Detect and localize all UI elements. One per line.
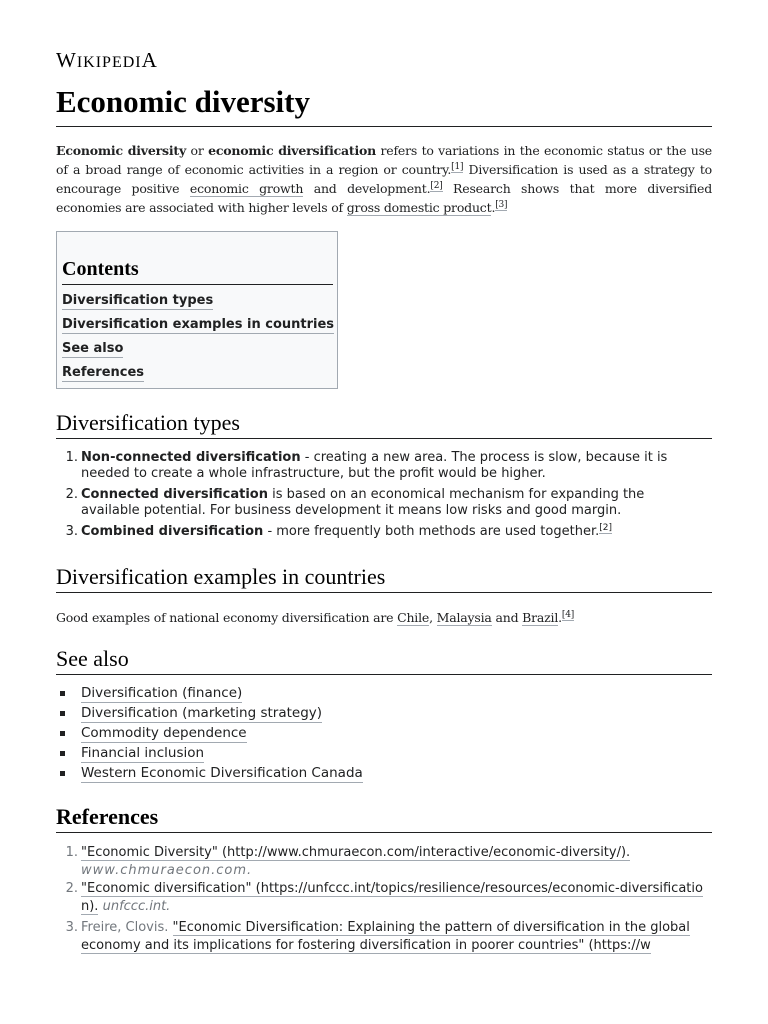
toc-item-examples[interactable]: Diversification examples in countries — [62, 317, 335, 332]
reference-link-2[interactable]: "Economic diversification" (https://unfccc.int/topics/resilience/resources/economic-diversification). — [81, 881, 703, 914]
intro-text-1: or — [186, 143, 209, 158]
list-number: 3. — [65, 524, 78, 539]
item-text: is based on an economical mechanism for expanding the available potential. For business development it means low risks and good margin. — [81, 487, 645, 518]
logo-a: A — [141, 48, 158, 72]
reference-item — [81, 844, 715, 880]
item-term: Non-connected diversification — [81, 450, 301, 465]
see-also-link-marketing[interactable]: Diversification (marketing strategy) — [81, 705, 323, 721]
see-also-link-western-canada[interactable]: Western Economic Diversification Canada — [81, 765, 363, 781]
intro-text-5: Research shows that more diversified economies are associated with higher levels of — [56, 181, 713, 215]
intro-text-2: refers to variations in the economic status or the use of a broad range of economic activities in a region or country. — [56, 143, 713, 177]
examples-text-2: , — [429, 610, 437, 625]
reference-source: www.chmuraecon.com. — [81, 863, 253, 878]
reference-author: Freire, Clovis. — [81, 920, 173, 935]
examples-text-1: Good examples of national economy diversification are — [56, 610, 398, 625]
table-of-contents — [56, 231, 338, 389]
toc-item-references[interactable]: References — [62, 365, 145, 380]
bullet-icon — [60, 751, 65, 756]
link-chile[interactable]: Chile — [397, 610, 430, 625]
heading-see-also: See also — [56, 646, 129, 671]
see-also-link-commodity[interactable]: Commodity dependence — [81, 725, 247, 741]
item-term: Connected diversification — [81, 487, 268, 502]
logo-w: W — [56, 48, 77, 72]
wikipedia-logo[interactable] — [56, 48, 158, 73]
toc-item-see-also[interactable]: See also — [62, 341, 124, 356]
reference-source: unfccc.int. — [102, 899, 171, 914]
link-brazil[interactable]: Brazil — [522, 610, 559, 625]
examples-text-3: and — [491, 610, 523, 625]
page-title: Economic diversity — [56, 84, 310, 119]
reference-number: 3. — [65, 920, 78, 935]
citation-link-2b[interactable]: [2] — [599, 522, 612, 533]
heading-examples: Diversification examples in countries — [56, 564, 386, 589]
link-malaysia[interactable]: Malaysia — [436, 610, 492, 625]
reference-number: 1. — [65, 845, 78, 860]
logo-middle: IKIPEDI — [76, 54, 142, 71]
intro-text-3: Diversification is used as a strategy to encourage positive — [56, 162, 713, 196]
intro-bold-term-2: economic diversification — [208, 143, 377, 158]
reference-item — [81, 919, 715, 955]
citation-link-4[interactable]: [4] — [561, 609, 575, 620]
bullet-icon — [60, 771, 65, 776]
heading-divider — [56, 592, 712, 593]
heading-divider — [56, 674, 712, 675]
see-also-link-financial-inclusion[interactable]: Financial inclusion — [81, 745, 205, 761]
link-economic-growth[interactable]: economic growth — [189, 181, 304, 196]
citation-link-2[interactable]: [2] — [430, 180, 443, 191]
citation-link-1[interactable]: [1] — [451, 161, 464, 172]
list-number: 1. — [65, 450, 78, 465]
intro-paragraph — [56, 141, 712, 217]
citation-link-3[interactable]: [3] — [495, 199, 508, 210]
intro-text-4: and development. — [303, 181, 431, 196]
bullet-icon — [60, 711, 65, 716]
bullet-icon — [60, 691, 65, 696]
toc-item-diversification-types[interactable]: Diversification types — [62, 293, 214, 308]
link-gross-domestic-product[interactable]: gross domestic product — [346, 200, 492, 215]
item-text: - creating a new area. The process is slow, because it is needed to create a whole infrastructure, but the profit would be higher. — [81, 450, 668, 481]
examples-paragraph — [56, 609, 712, 627]
item-text: - more frequently both methods are used together. — [263, 524, 600, 539]
examples-text-4: . — [558, 610, 562, 625]
heading-diversification-types: Diversification types — [56, 410, 240, 435]
reference-item — [81, 880, 715, 916]
heading-references: References — [56, 804, 159, 829]
reference-link-3[interactable]: "Economic Diversification: Explaining the pattern of diversification in the global economy and its implications for fostering diversification in poorer countries" (https://w — [81, 920, 690, 953]
toc-divider — [62, 284, 333, 285]
see-also-link-finance[interactable]: Diversification (finance) — [81, 685, 243, 701]
list-number: 2. — [65, 487, 78, 502]
toc-title: Contents — [62, 258, 139, 280]
heading-divider — [56, 438, 712, 439]
title-divider — [56, 126, 712, 127]
heading-divider — [56, 832, 712, 833]
reference-link-1[interactable]: "Economic Diversity" (http://www.chmuraecon.com/interactive/economic-diversity/). — [81, 845, 631, 860]
intro-text-6: . — [491, 200, 496, 215]
reference-number: 2. — [65, 881, 78, 896]
bullet-icon — [60, 731, 65, 736]
item-term: Combined diversification — [81, 524, 264, 539]
intro-bold-term-1: Economic diversity — [56, 143, 187, 158]
